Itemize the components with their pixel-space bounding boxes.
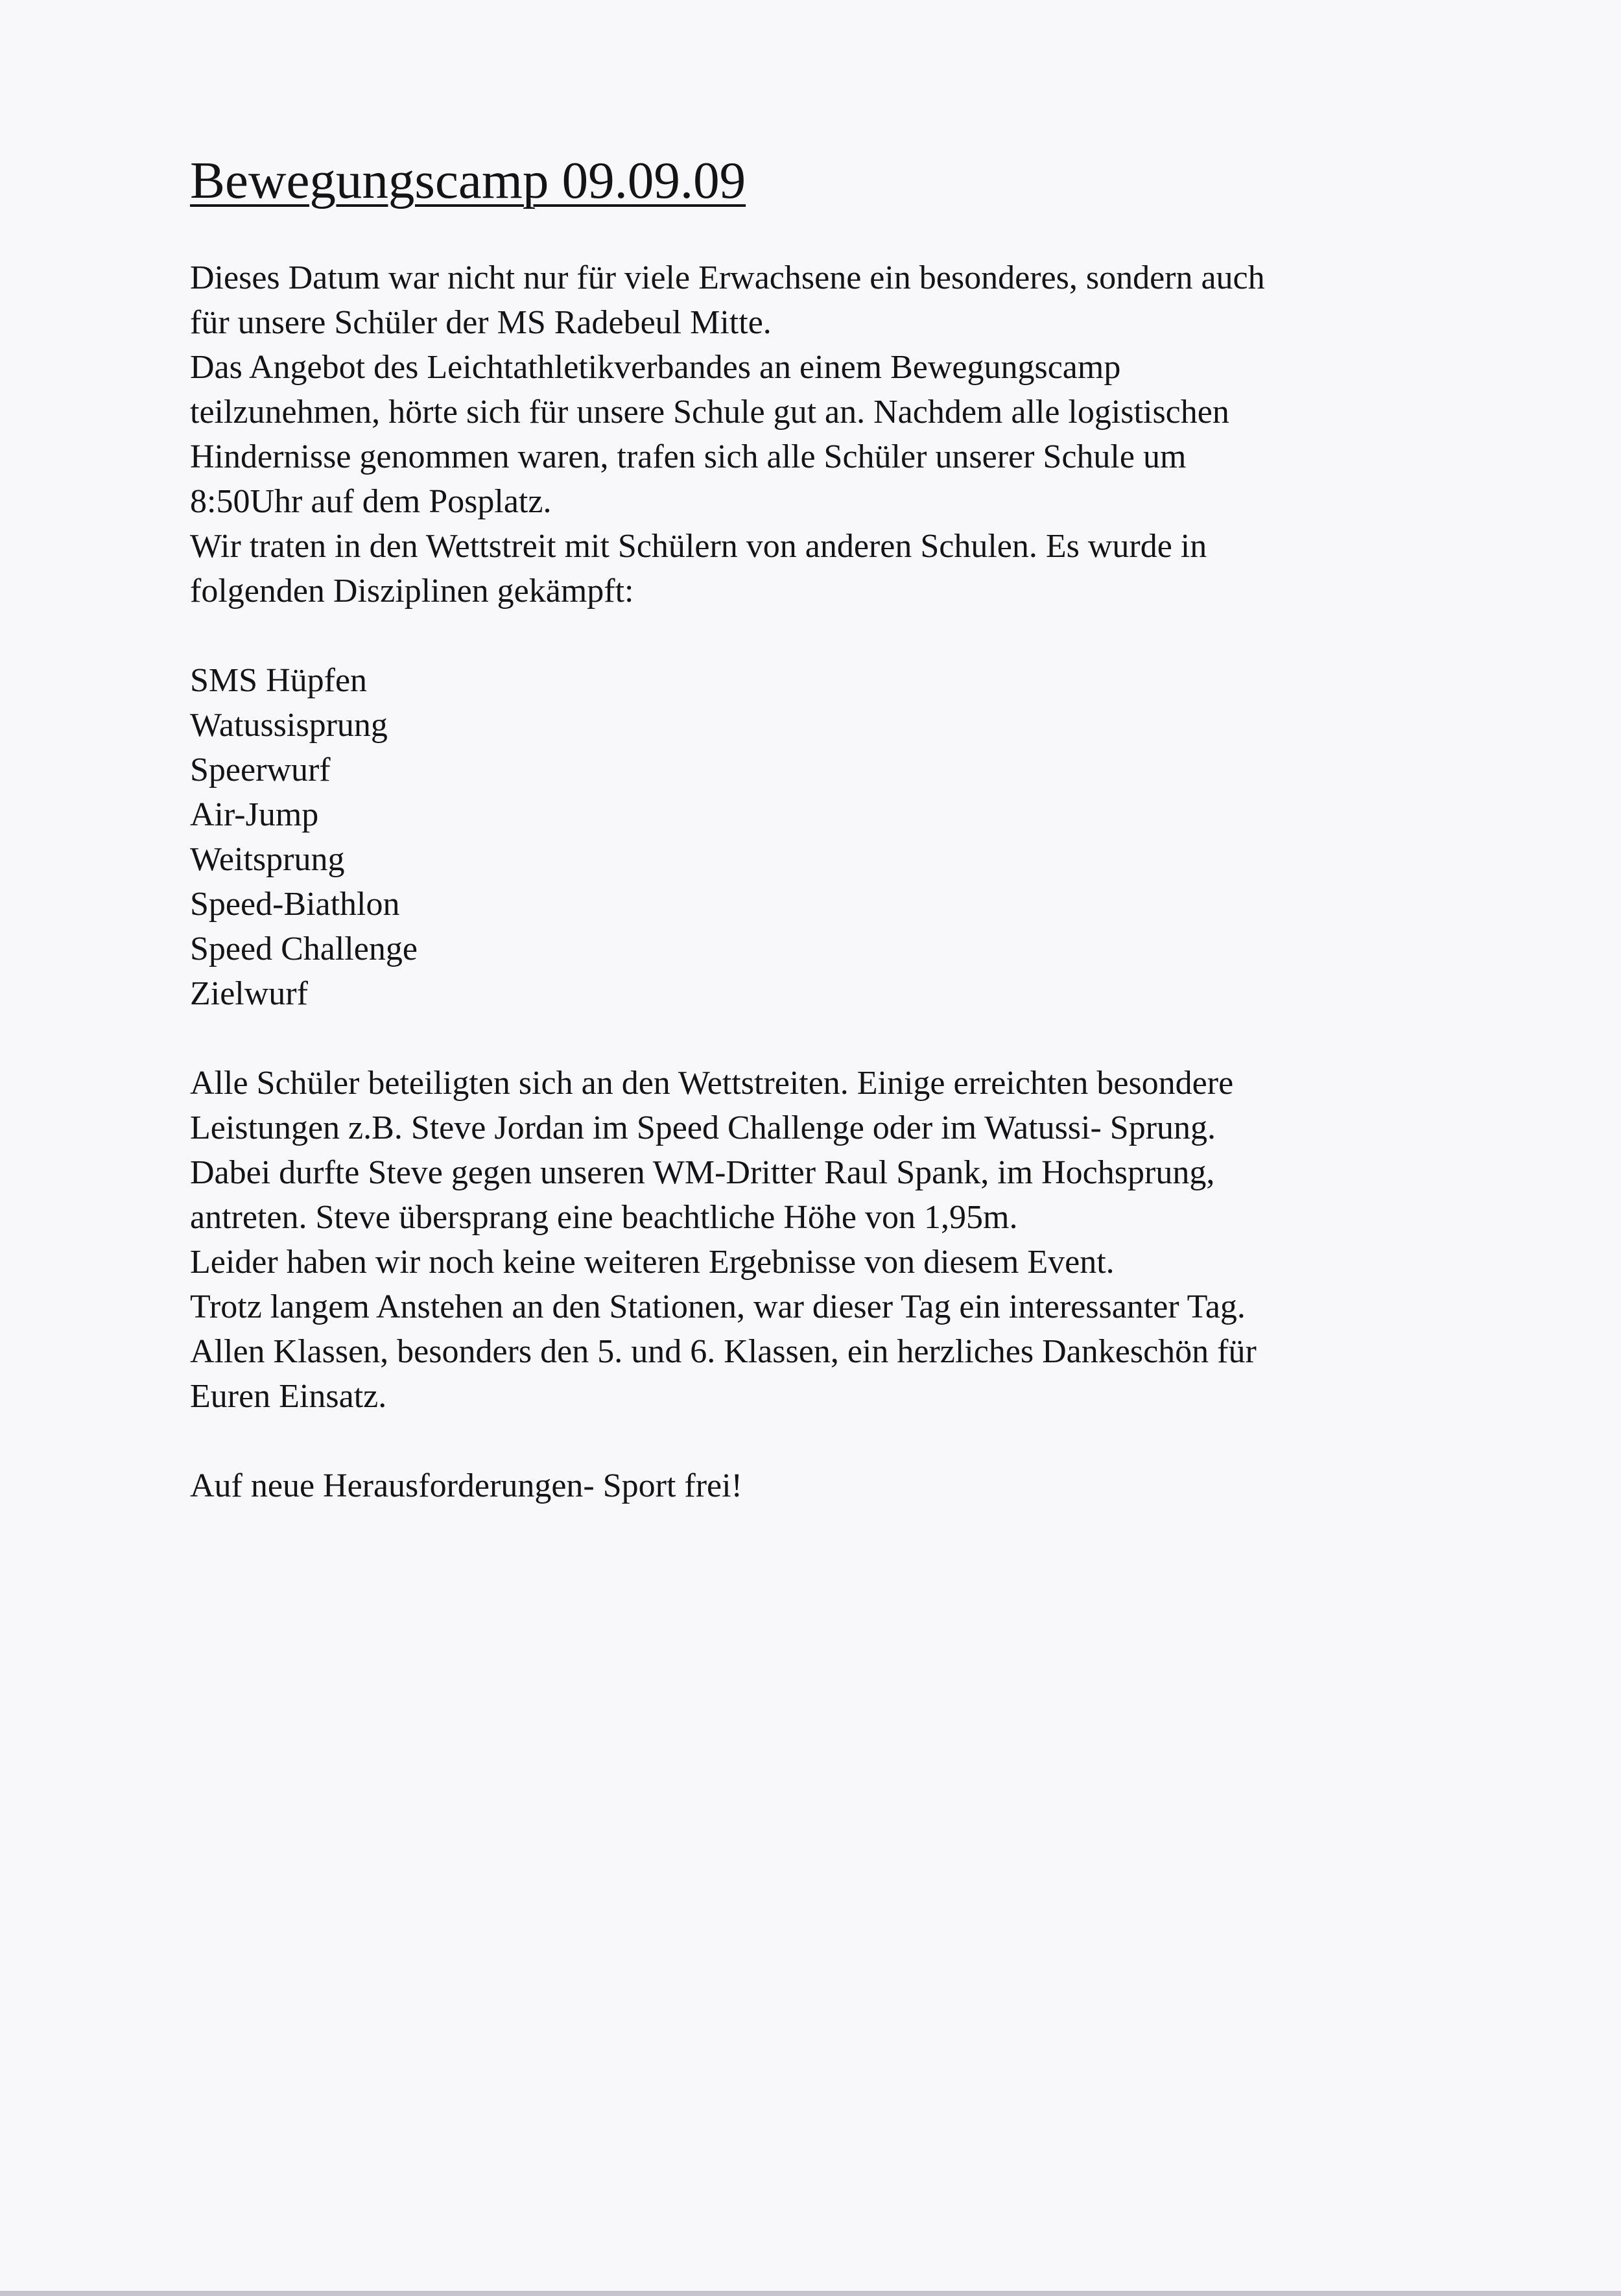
discipline-item: Watussisprung bbox=[190, 707, 388, 744]
document-body bbox=[190, 151, 1487, 1542]
results-line: Allen Klassen, besonders den 5. und 6. Klassen, ein herzliches Dankeschön für bbox=[190, 1333, 1257, 1370]
intro-line: Wir traten in den Wettstreit mit Schülern von anderen Schulen. Es wurde in bbox=[190, 528, 1207, 565]
results-line: Euren Einsatz. bbox=[190, 1378, 387, 1415]
intro-line: folgenden Disziplinen gekämpft: bbox=[190, 573, 634, 610]
discipline-item: Zielwurf bbox=[190, 975, 308, 1012]
intro-paragraph bbox=[190, 255, 1487, 613]
results-line: Dabei durfte Steve gegen unseren WM-Dritter Raul Spank, im Hochsprung, bbox=[190, 1154, 1215, 1191]
document-title: Bewegungscamp 09.09.09 bbox=[190, 151, 746, 209]
intro-line: Hindernisse genommen waren, trafen sich alle Schüler unserer Schule um bbox=[190, 438, 1187, 475]
intro-line: 8:50Uhr auf dem Posplatz. bbox=[190, 483, 552, 520]
disciplines-list bbox=[190, 658, 1487, 1016]
discipline-item: Speed-Biathlon bbox=[190, 886, 400, 923]
discipline-item: Weitsprung bbox=[190, 841, 345, 878]
closing-line: Auf neue Herausforderungen- Sport frei! bbox=[190, 1467, 742, 1504]
intro-line: für unsere Schüler der MS Radebeul Mitte. bbox=[190, 304, 772, 341]
results-line: antreten. Steve übersprang eine beachtliche Höhe von 1,95m. bbox=[190, 1199, 1018, 1236]
intro-line: Das Angebot des Leichtathletikverbandes an einem Bewegungscamp bbox=[190, 349, 1121, 386]
results-line: Alle Schüler beteiligten sich an den Wettstreiten. Einige erreichten besondere bbox=[190, 1065, 1234, 1102]
results-line: Leider haben wir noch keine weiteren Ergebnisse von diesem Event. bbox=[190, 1244, 1115, 1281]
results-line: Leistungen z.B. Steve Jordan im Speed Challenge oder im Watussi- Sprung. bbox=[190, 1109, 1216, 1146]
results-line: Trotz langem Anstehen an den Stationen, war dieser Tag ein interessanter Tag. bbox=[190, 1288, 1246, 1325]
intro-line: Dieses Datum war nicht nur für viele Erwachsene ein besonderes, sondern auch bbox=[190, 259, 1265, 296]
intro-line: teilzunehmen, hörte sich für unsere Schule gut an. Nachdem alle logistischen bbox=[190, 394, 1229, 431]
discipline-item: Speed Challenge bbox=[190, 930, 418, 967]
discipline-item: SMS Hüpfen bbox=[190, 662, 368, 699]
scan-edge bbox=[0, 2291, 1621, 2296]
discipline-item: Speerwurf bbox=[190, 752, 331, 788]
discipline-item: Air-Jump bbox=[190, 796, 319, 833]
results-paragraph bbox=[190, 1061, 1487, 1419]
